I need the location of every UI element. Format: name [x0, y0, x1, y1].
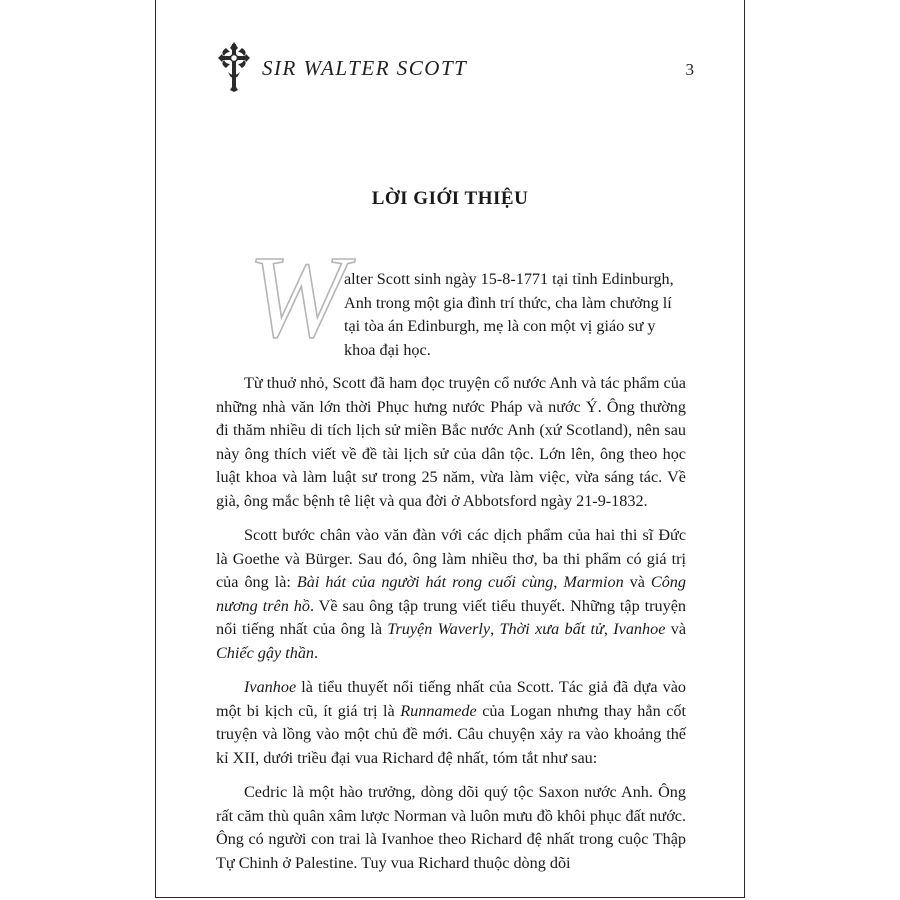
work-title: Marmion	[563, 573, 624, 591]
text-span: và	[665, 620, 687, 638]
paragraph-5: Cedric là một hào trưởng, dòng dõi quý tộc Saxon nước Anh. Ông rất căm thù quân xâm lược Norman và luôn mưu đồ khôi phục đất nước. Ông có người con trai là Ivanhoe theo Richard đệ nhất trong cuộc Thập Tự Chinh ở Palestine. Tuy vua Richard thuộc dòng dõi	[216, 783, 686, 872]
work-title: Ivanhoe	[613, 620, 666, 638]
text-span: Scott bước chân vào văn đàn với các dịch phẩm của hai thi sĩ Đức là Goethe và Bürger. Sau đó, ông làm nhiều thơ, ba thi phẩm có giá trị của ông là:	[216, 526, 686, 591]
text-span: và	[623, 573, 651, 591]
text-span: của Logan nhưng thay hẳn cốt truyện và lồng vào một chủ đề mới. Câu chuyện xảy ra vào khoảng thế kỉ XII, dưới triều đại vua Richard đệ nhất, tóm tắt như sau:	[216, 701, 687, 767]
text-span: ,	[553, 573, 564, 591]
dropcap-glyph: W	[248, 248, 347, 348]
work-title: Ivanhoe	[244, 678, 297, 696]
paragraph-4	[216, 676, 686, 770]
work-title: Công nương trên hồ	[216, 573, 686, 615]
work-title: Thời xưa bất tử	[499, 620, 604, 638]
work-title: Truyện Waverly	[387, 620, 491, 638]
paragraph-1: alter Scott sinh ngày 15-8-1771 tại tỉnh Edinburgh, Anh trong một gia đình trí thức, cha làm chưởng lí tại tòa án Edinburgh, mẹ là con một vị giáo sư y khoa đại học.	[344, 270, 674, 359]
book-page	[155, 0, 745, 898]
work-title: Chiếc gậy thần	[216, 643, 315, 662]
chapter-title: LỜI GIỚI THIỆU	[371, 188, 529, 209]
page-number: 3	[685, 60, 694, 79]
running-title: SIR WALTER SCOTT	[262, 56, 468, 80]
text-span: ,	[603, 620, 614, 638]
ornate-cross-icon	[216, 42, 252, 92]
text-span: . Về sau ông tập trung viết tiểu thuyết. Những tập truyện nổi tiếng nhất của ông là	[216, 596, 686, 638]
body-text	[216, 268, 686, 875]
paragraph-2: Từ thuở nhỏ, Scott đã ham đọc truyện cổ nước Anh và tác phẩm của những nhà văn lớn thời Phục hưng nước Pháp và nước Ý. Ông thường đi thăm nhiều di tích lịch sử miền Bắc nước Anh (xứ Scotland), nên sau này ông thích viết về đề tài lịch sử của dân tộc. Lớn lên, ông theo học luật khoa và làm luật sư trong 25 năm, vừa làm việc, vừa sáng tác. Về già, ông mắc bệnh tê liệt và qua đời ở Abbotsford ngày 21-9-1832.	[216, 374, 686, 510]
text-span: là tiểu thuyết nổi tiếng nhất của Scott. Tác giả đã dựa vào một bi kịch cũ, ít giá trị là	[216, 678, 686, 720]
paragraph-3	[216, 524, 686, 665]
text-span: .	[314, 643, 319, 662]
text-span: ,	[490, 620, 500, 638]
page-header	[216, 42, 696, 92]
work-title: Bài hát của người hát rong cuối cùng	[296, 573, 554, 591]
work-title: Runnamede	[400, 701, 477, 720]
